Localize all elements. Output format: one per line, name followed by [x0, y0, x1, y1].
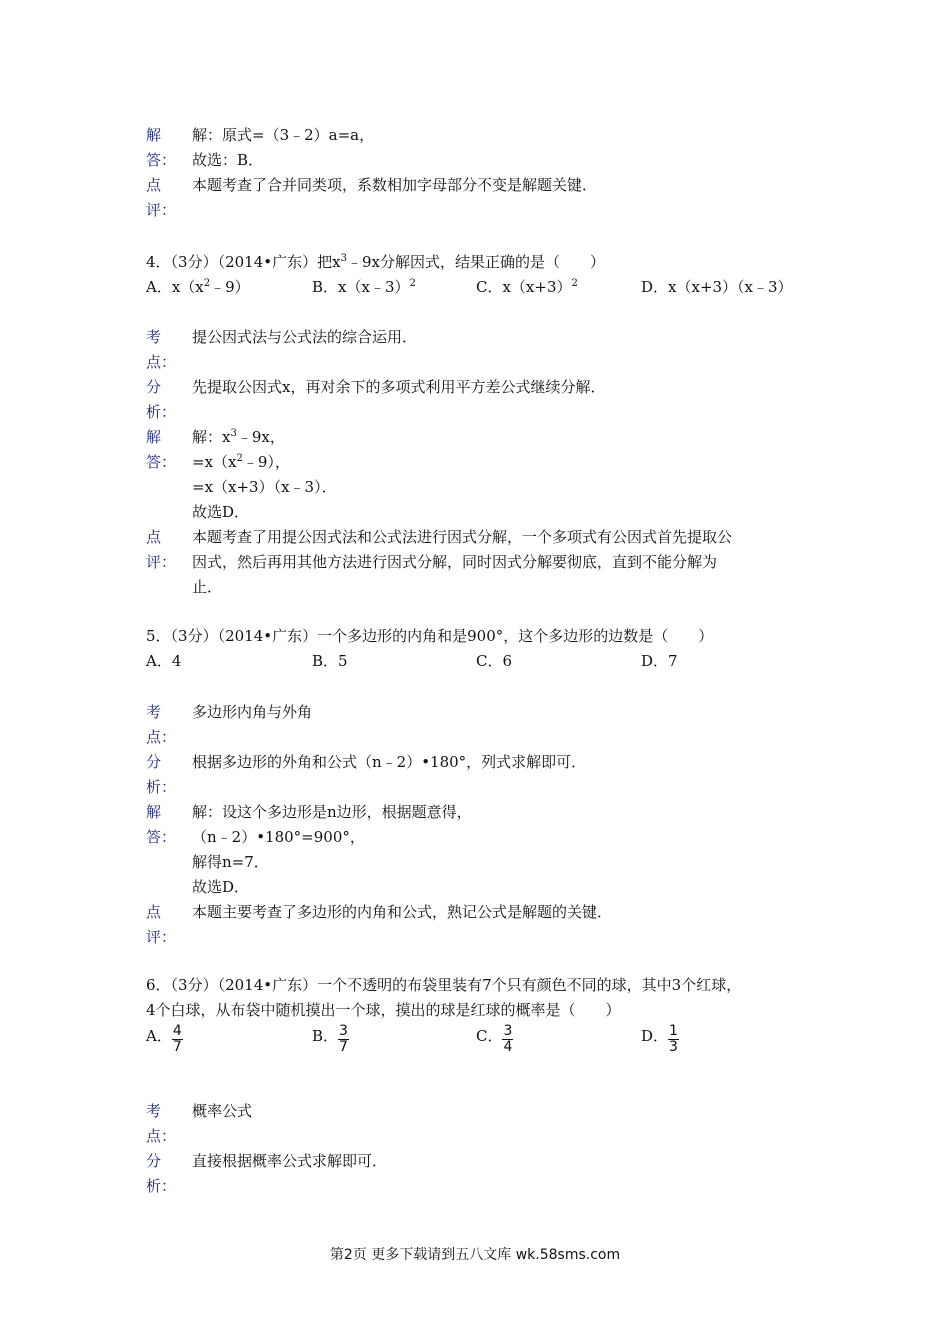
analysis-text: 先提取公因式x，再对余下的多项式利用平方差公式继续分解． [192, 378, 606, 396]
option-b: B．5 [312, 652, 348, 670]
option-c: C．6 [476, 652, 513, 670]
q3-solution-line-1 [146, 123, 826, 148]
section-label: 解 [146, 428, 162, 446]
section-label: 答： [146, 828, 177, 846]
q4-comment-line-3 [146, 575, 826, 600]
section-label: 答： [146, 453, 177, 471]
option-d: D．x（x+3）（x﹣3） [641, 278, 793, 296]
option-a: A．$x(x^2﹣9)$ [146, 278, 250, 296]
solution-text: 解：原式=（3﹣2）a=a， [192, 126, 375, 144]
q6-point-line-2 [146, 1124, 826, 1149]
q4-analysis-line-1 [146, 375, 826, 400]
section-label: 析： [146, 403, 177, 421]
q6-analysis-line-2 [146, 1174, 826, 1199]
q5-point-line-1 [146, 700, 826, 725]
section-label: 解 [146, 126, 162, 144]
solution-text: 故选D． [192, 503, 250, 521]
section-label: 分 [146, 378, 162, 396]
option-c: C．$x(x+3)^2$ [476, 278, 578, 296]
option-b: B． $\frac{3}{7}$ [312, 1023, 348, 1055]
section-label: 点： [146, 1127, 177, 1145]
option-a: A． $\frac{4}{7}$ [146, 1023, 182, 1055]
solution-text: 解：$x^3﹣9x$， [192, 428, 285, 446]
comment-text: 本题考查了用提公因式法和公式法进行因式分解，一个多项式有公因式首先提取公 [192, 528, 733, 546]
q5-comment-line-1 [146, 900, 826, 925]
q4-solution-line-3 [146, 475, 826, 500]
q4-solution-line-2 [146, 450, 826, 475]
section-label: 分 [146, 753, 162, 771]
solution-text: （n﹣2）•180°=900°， [192, 828, 365, 846]
q5-options [146, 649, 826, 674]
section-label: 析： [146, 1177, 177, 1195]
fraction: $\frac{3}{7}$ [339, 1023, 348, 1055]
section-label: 点 [146, 903, 162, 921]
q5-point-line-2 [146, 725, 826, 750]
comment-text: 本题主要考查了多边形的内角和公式，熟记公式是解题的关键． [192, 903, 613, 921]
section-label: 解 [146, 803, 162, 821]
section-label: 析： [146, 778, 177, 796]
q5-solution-line-1 [146, 800, 826, 825]
solution-text: 解：设这个多边形是n边形，根据题意得， [192, 803, 472, 821]
fraction: $\frac{3}{4}$ [503, 1023, 513, 1055]
option-d: D． $\frac{1}{3}$ [641, 1023, 678, 1055]
q5-solution-line-4 [146, 875, 826, 900]
q6-stem-line-2: 4个白球，从布袋中随机摸出一个球，摸出的球是红球的概率是（ ） [146, 1001, 621, 1019]
q5-solution-line-3 [146, 850, 826, 875]
section-label: 点： [146, 353, 177, 371]
q4-comment-line-1 [146, 525, 826, 550]
section-label: 答： [146, 151, 177, 169]
section-label: 考 [146, 328, 162, 346]
q4-solution-line-4 [146, 500, 826, 525]
q5-solution-line-2 [146, 825, 826, 850]
q5-analysis-line-1 [146, 750, 826, 775]
q6-stem-line-1: 6．（3分）（2014•广东）一个不透明的布袋里装有7个只有颜色不同的球，其中3个红球， [146, 976, 742, 994]
section-label: 点 [146, 176, 162, 194]
section-label: 考 [146, 1102, 162, 1120]
comment-text: 止． [192, 578, 223, 596]
q4-stem: 4．（3分）（2014•广东）把$x^3﹣9x$分解因式，结果正确的是（ ） [146, 253, 605, 271]
section-label: 点 [146, 528, 162, 546]
section-label: 评： [146, 201, 177, 219]
q5-analysis-line-2 [146, 775, 826, 800]
analysis-text: 直接根据概率公式求解即可． [192, 1152, 388, 1170]
option-d: D．7 [641, 652, 678, 670]
q4-analysis-line-2 [146, 400, 826, 425]
point-text: 提公因式法与公式法的综合运用． [192, 328, 418, 346]
section-label: 分 [146, 1152, 162, 1170]
q4-point-line-2 [146, 350, 826, 375]
section-label: 评： [146, 553, 177, 571]
q6-analysis-line-1 [146, 1149, 826, 1174]
q3-solution-line-2 [146, 148, 826, 173]
option-a: A．4 [146, 652, 182, 670]
q4-point-line-1 [146, 325, 826, 350]
analysis-text: 根据多边形的外角和公式（n﹣2）•180°，列式求解即可． [192, 753, 587, 771]
solution-text: 解得n=7． [192, 853, 269, 871]
solution-text: 故选D． [192, 878, 250, 896]
point-text: 概率公式 [192, 1102, 253, 1120]
solution-text: $=x(x^2﹣9)$， [192, 453, 290, 471]
q5-comment-line-2 [146, 925, 826, 950]
comment-text: 因式，然后再用其他方法进行因式分解，同时因式分解要彻底，直到不能分解为 [192, 553, 718, 571]
q4-comment-line-2 [146, 550, 826, 575]
q4-solution-line-1 [146, 425, 826, 450]
q4-options [146, 275, 826, 300]
section-label: 点： [146, 728, 177, 746]
q3-comment-line-2 [146, 198, 826, 223]
fraction: $\frac{1}{3}$ [669, 1023, 678, 1055]
option-b: B．x（x﹣3）$^2$ [312, 278, 416, 296]
q6-point-line-1 [146, 1099, 826, 1124]
option-c: C． $\frac{3}{4}$ [476, 1023, 513, 1055]
comment-text: 本题考查了合并同类项，系数相加字母部分不变是解题关键． [192, 176, 598, 194]
fraction: $\frac{4}{7}$ [172, 1023, 182, 1055]
section-label: 评： [146, 928, 177, 946]
point-text: 多边形内角与外角 [192, 703, 313, 721]
q3-comment-line-1 [146, 173, 826, 198]
solution-text: =x（x+3）（x﹣3）． [192, 478, 337, 496]
q5-stem: 5．（3分）（2014•广东）一个多边形的内角和是900°，这个多边形的边数是（ ） [146, 627, 714, 645]
solution-text: 故选：B． [192, 151, 264, 169]
page-footer: 第2页 更多下载请到五八文库 wk.58sms.com [329, 1247, 621, 1263]
section-label: 考 [146, 703, 162, 721]
q6-options [146, 1024, 826, 1070]
